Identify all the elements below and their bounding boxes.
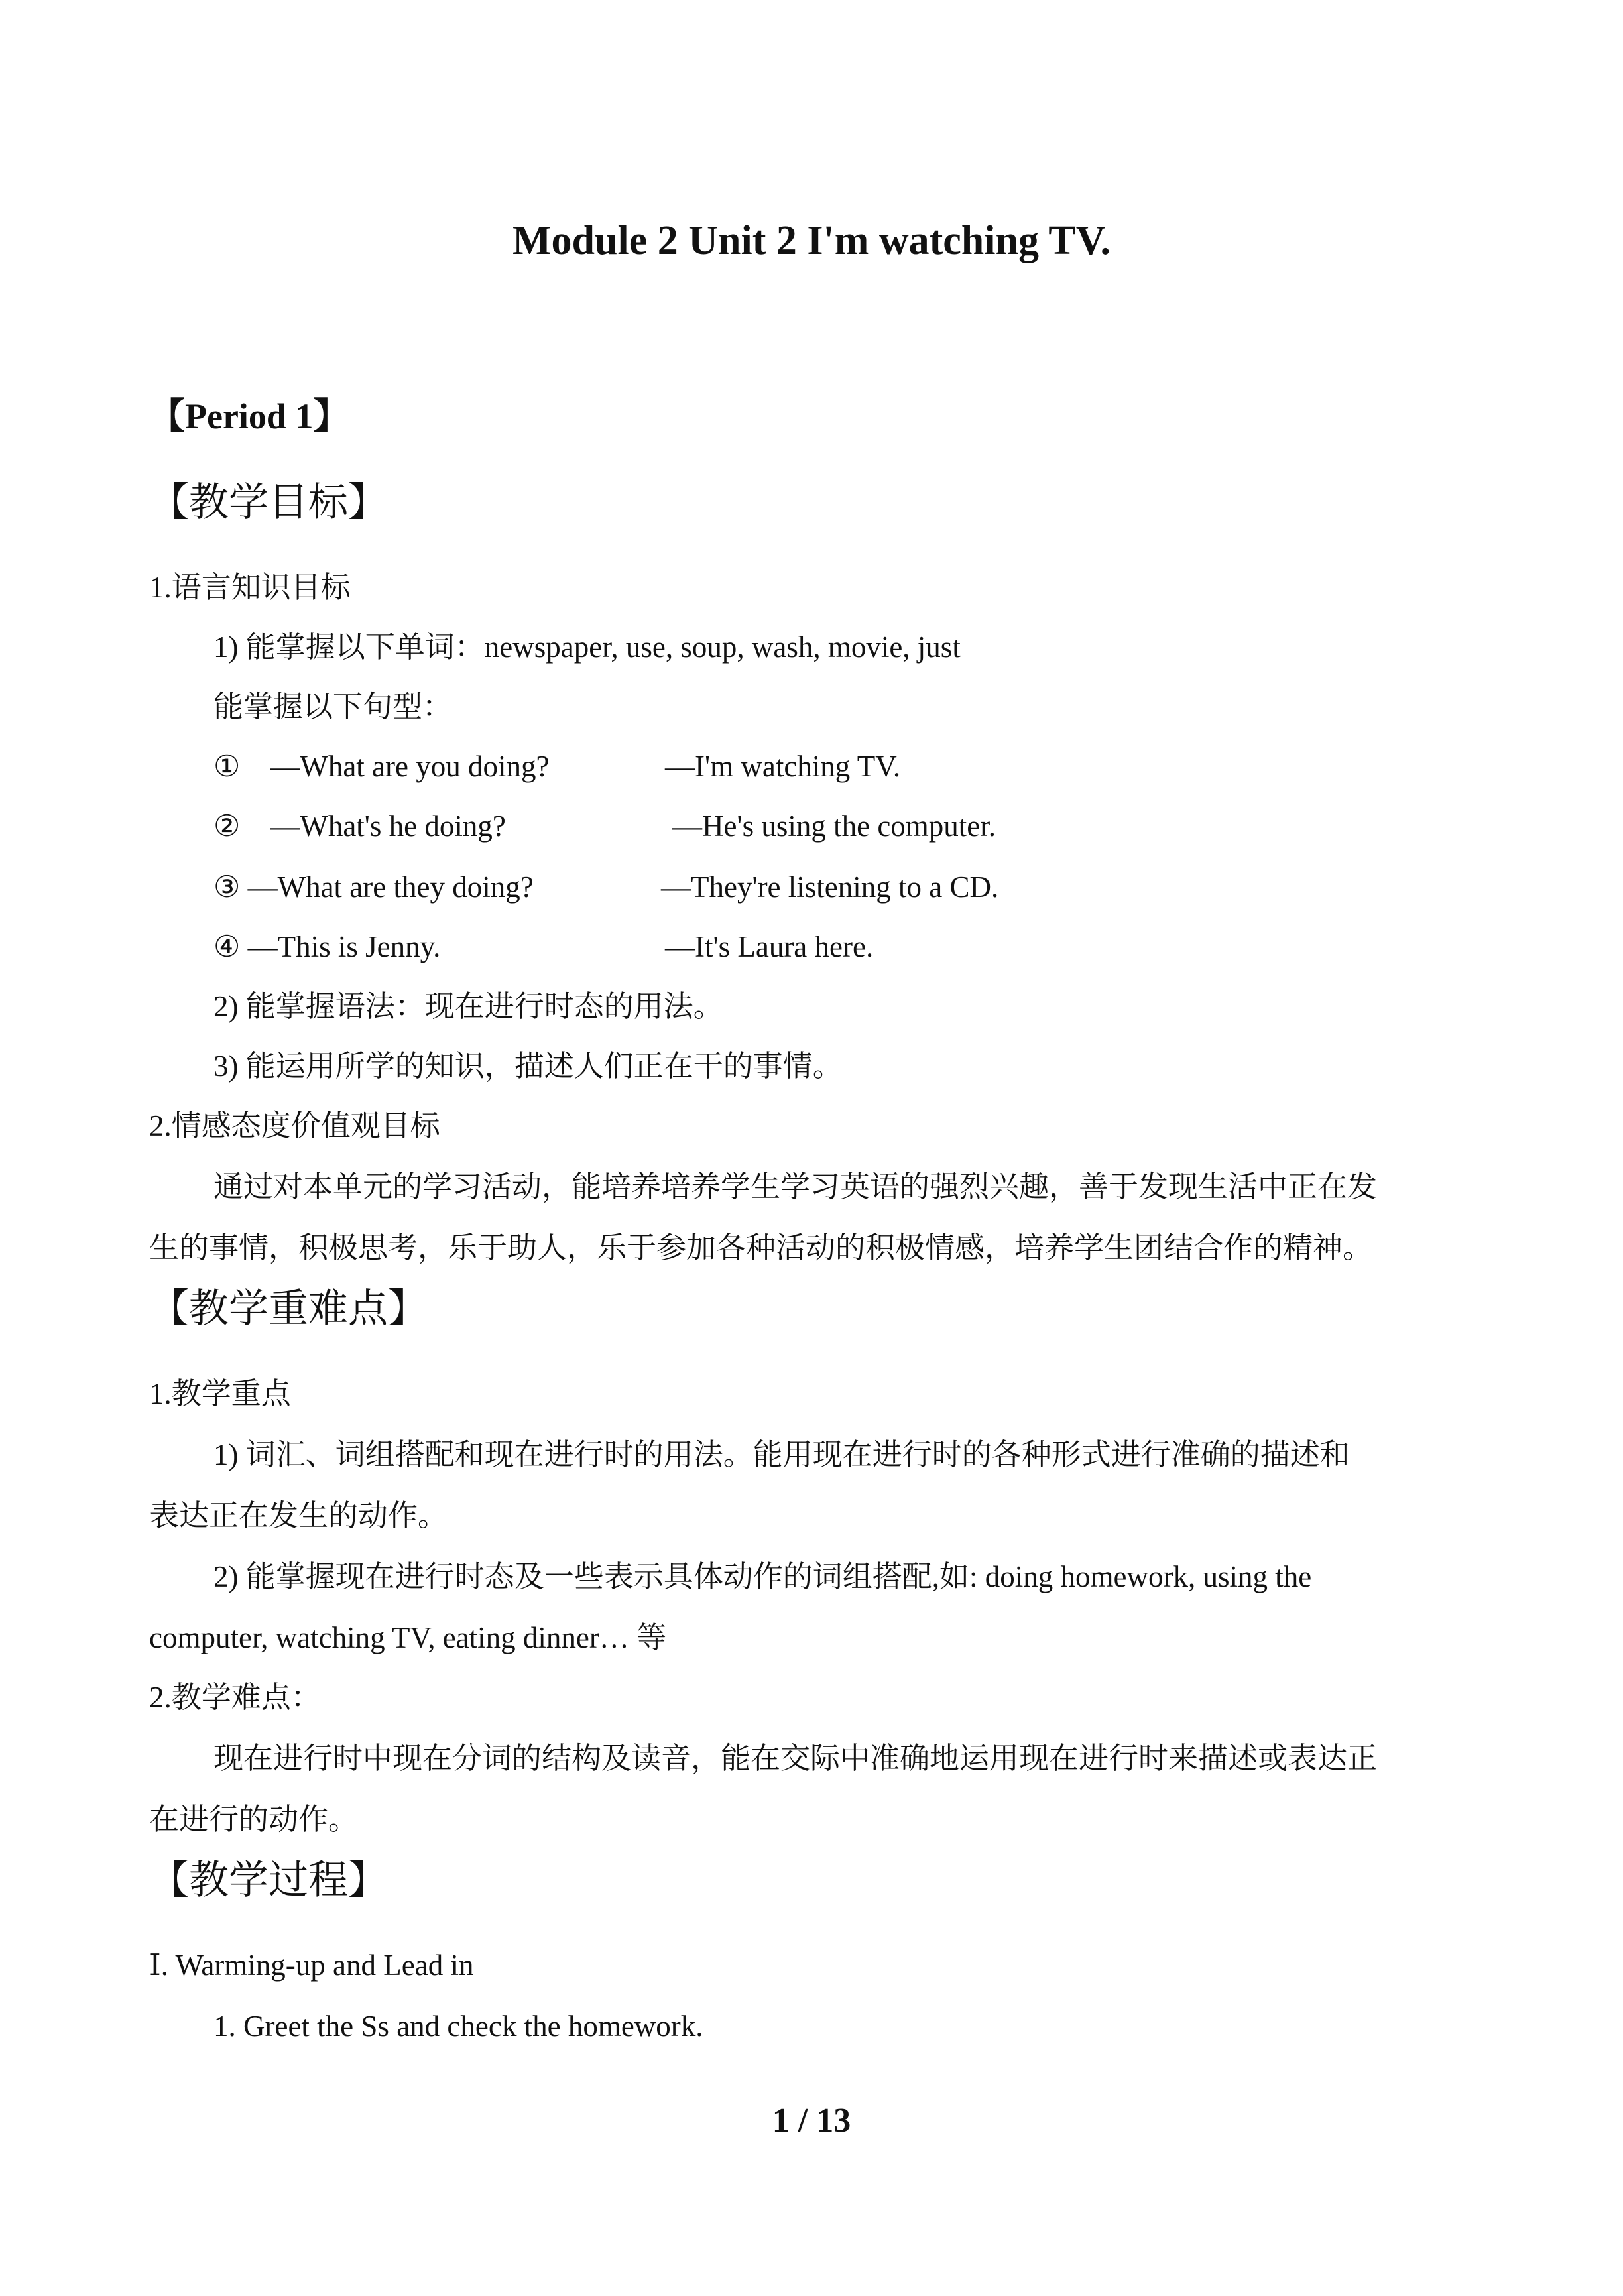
difficulty-line-1: 现在进行时中现在分词的结构及读音，能在交际中准确地运用现在进行时来描述或表达正 xyxy=(213,1742,1378,1775)
dialogue-4-answer: —It's Laura here. xyxy=(665,930,874,963)
emotion-paragraph-line-1: 通过对本单元的学习活动，能培养培养学生学习英语的强烈兴趣，善于发现生活中正在发 xyxy=(213,1170,1378,1203)
key-points-heading: 【教学重难点】 xyxy=(149,1287,428,1331)
emotion-objectives-title: 2.情感态度价值观目标 xyxy=(149,1109,440,1142)
dialogue-1-question: ① —What are you doing? xyxy=(213,750,550,783)
sentence-intro: 能掌握以下句型： xyxy=(213,690,453,723)
dialogue-3-answer: —They're listening to a CD. xyxy=(661,871,999,904)
document-title: Module 2 Unit 2 I'm watching TV. xyxy=(512,218,1111,263)
dialogue-4-question: ④ —This is Jenny. xyxy=(213,930,441,963)
application-objective: 3) 能运用所学的知识，描述人们正在干的事情。 xyxy=(213,1050,843,1083)
key-points-title: 1.教学重点 xyxy=(149,1377,291,1410)
period-label: 【Period 1】 xyxy=(149,396,349,436)
grammar-objective: 2) 能掌握语法：现在进行时态的用法。 xyxy=(213,990,723,1023)
difficulties-title: 2.教学难点： xyxy=(149,1681,321,1714)
dialogue-1-answer: —I'm watching TV. xyxy=(665,750,901,783)
objectives-heading: 【教学目标】 xyxy=(149,481,388,524)
dialogue-2-question: ② —What's he doing? xyxy=(213,810,506,843)
language-objectives-title: 1.语言知识目标 xyxy=(149,571,351,604)
key-point-2-line-1: 2) 能掌握现在进行时态及一些表示具体动作的词组搭配,如: doing homework, using the xyxy=(213,1560,1312,1593)
dialogue-3-question: ③ —What are they doing? xyxy=(213,871,534,904)
process-step-1-item-1: 1. Greet the Ss and check the homework. xyxy=(213,2010,703,2043)
key-point-1-line-1: 1) 词汇、词组搭配和现在进行时的用法。能用现在进行时的各种形式进行准确的描述和 xyxy=(213,1438,1350,1471)
key-point-2-line-2: computer, watching TV, eating dinner… 等 xyxy=(149,1621,667,1654)
process-heading: 【教学过程】 xyxy=(149,1858,388,1902)
difficulty-line-2: 在进行的动作。 xyxy=(149,1803,359,1836)
emotion-paragraph-line-2: 生的事情，积极思考，乐于助人，乐于参加各种活动的积极情感，培养学生团结合作的精神。 xyxy=(149,1231,1373,1264)
vocabulary-line: 1) 能掌握以下单词：newspaper, use, soup, wash, movie, just xyxy=(213,631,961,664)
key-point-1-line-2: 表达正在发生的动作。 xyxy=(149,1499,448,1532)
dialogue-2-answer: —He's using the computer. xyxy=(672,810,996,843)
page-number: 1 / 13 xyxy=(772,2102,851,2140)
process-step-1: Ⅰ. Warming-up and Lead in xyxy=(149,1949,474,1982)
